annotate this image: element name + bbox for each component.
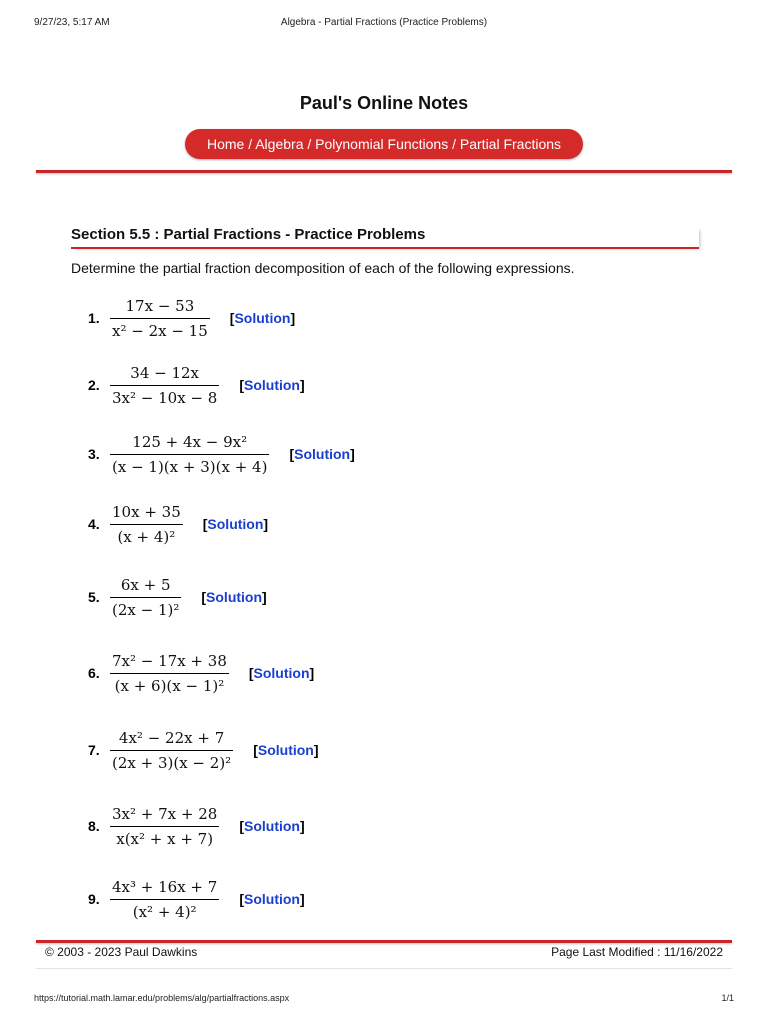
fraction (110, 297, 210, 340)
numerator: 4x³ + 16x + 7 (112, 877, 218, 896)
breadcrumb-partial-fractions[interactable]: Partial Fractions (459, 136, 562, 152)
print-page-title: Algebra - Partial Fractions (Practice Problems) (280, 17, 488, 28)
denominator: (2x − 1)² (112, 600, 180, 619)
solution-link-wrapper: [Solution] (239, 377, 305, 393)
last-modified: Page Last Modified : 11/16/2022 (551, 945, 723, 959)
denominator: 3x² − 10x − 8 (112, 388, 218, 407)
denominator: (x − 1)(x + 3)(x + 4) (112, 457, 268, 476)
problem-item (88, 355, 305, 415)
solution-link-wrapper: [Solution] (253, 742, 319, 758)
print-page-number: 1/1 (721, 993, 734, 1003)
numerator: 4x² − 22x + 7 (118, 728, 225, 747)
breadcrumb (185, 129, 583, 159)
breadcrumb-home[interactable]: Home (206, 136, 245, 152)
problem-number: 5. (88, 589, 100, 605)
section-title: Section 5.5 : Partial Fractions - Practice Problems (71, 226, 699, 249)
fraction (110, 576, 181, 619)
problem-item (88, 796, 305, 856)
problem-item (88, 494, 268, 554)
solution-link[interactable]: Solution (294, 446, 351, 462)
solution-link[interactable]: Solution (244, 818, 300, 834)
breadcrumb-separator: / (448, 136, 460, 152)
breadcrumb-separator: / (244, 136, 256, 152)
fraction (110, 433, 269, 476)
denominator: (x + 4)² (117, 527, 176, 546)
solution-link-wrapper: [Solution] (248, 665, 315, 681)
problem-item (88, 424, 355, 484)
fraction (110, 652, 229, 695)
fraction (110, 729, 233, 772)
solution-link-wrapper: [Solution] (239, 891, 305, 907)
solution-link-wrapper: [Solution] (289, 446, 355, 462)
header-divider (36, 170, 732, 173)
print-footer (34, 993, 734, 1007)
solution-link-wrapper: [Solution] (229, 310, 296, 326)
breadcrumb-algebra[interactable]: Algebra (255, 136, 304, 152)
problem-number: 2. (88, 377, 100, 393)
denominator: (x² + 4)² (132, 902, 197, 921)
numerator: 3x² + 7x + 28 (112, 804, 218, 823)
solution-link[interactable]: Solution (206, 589, 263, 605)
problem-item (88, 288, 295, 348)
site-title[interactable]: Paul's Online Notes (299, 93, 469, 113)
footer-line (36, 968, 732, 969)
problem-number: 4. (88, 516, 100, 532)
breadcrumb-separator: / (303, 136, 316, 152)
solution-link-wrapper: [Solution] (202, 516, 269, 532)
solution-link[interactable]: Solution (257, 742, 314, 758)
problem-item (88, 567, 267, 627)
problem-number: 1. (88, 310, 100, 326)
problem-number: 7. (88, 742, 100, 758)
problem-item (88, 869, 305, 929)
solution-link[interactable]: Solution (207, 516, 264, 532)
solution-link[interactable]: Solution (244, 891, 300, 907)
intro-text: Determine the partial fraction decomposition of each of the following expressions. (71, 260, 575, 276)
denominator: x² − 2x − 15 (112, 321, 208, 340)
problem-number: 6. (88, 665, 100, 681)
numerator: 125 + 4x − 9x² (132, 432, 248, 451)
numerator: 7x² − 17x + 38 (112, 651, 227, 670)
numerator: 34 − 12x (130, 363, 200, 382)
print-datetime: 9/27/23, 5:17 AM (34, 17, 110, 28)
problem-number: 8. (88, 818, 100, 834)
problem-item (88, 720, 319, 780)
solution-link[interactable]: Solution (244, 377, 300, 393)
fraction (110, 878, 219, 921)
copyright: © 2003 - 2023 Paul Dawkins (45, 945, 198, 959)
print-url: https://tutorial.math.lamar.edu/problems/alg/partialfractions.aspx (34, 993, 290, 1003)
problem-number: 3. (88, 446, 100, 462)
print-header (34, 17, 734, 33)
breadcrumb-polynomial-functions[interactable]: Polynomial Functions (315, 136, 449, 152)
numerator: 6x + 5 (120, 575, 171, 594)
solution-link[interactable]: Solution (253, 665, 310, 681)
fraction (110, 503, 183, 546)
problem-item (88, 643, 314, 703)
numerator: 10x + 35 (112, 502, 181, 521)
denominator: x(x² + x + 7) (116, 829, 214, 848)
fraction (110, 364, 219, 407)
solution-link-wrapper: [Solution] (239, 818, 305, 834)
numerator: 17x − 53 (125, 296, 195, 315)
denominator: (2x + 3)(x − 2)² (112, 753, 232, 772)
footer-divider (36, 940, 732, 943)
fraction (110, 805, 219, 848)
denominator: (x + 6)(x − 1)² (114, 676, 225, 695)
footer (45, 945, 723, 961)
problem-number: 9. (88, 891, 100, 907)
solution-link[interactable]: Solution (234, 310, 291, 326)
solution-link-wrapper: [Solution] (201, 589, 267, 605)
